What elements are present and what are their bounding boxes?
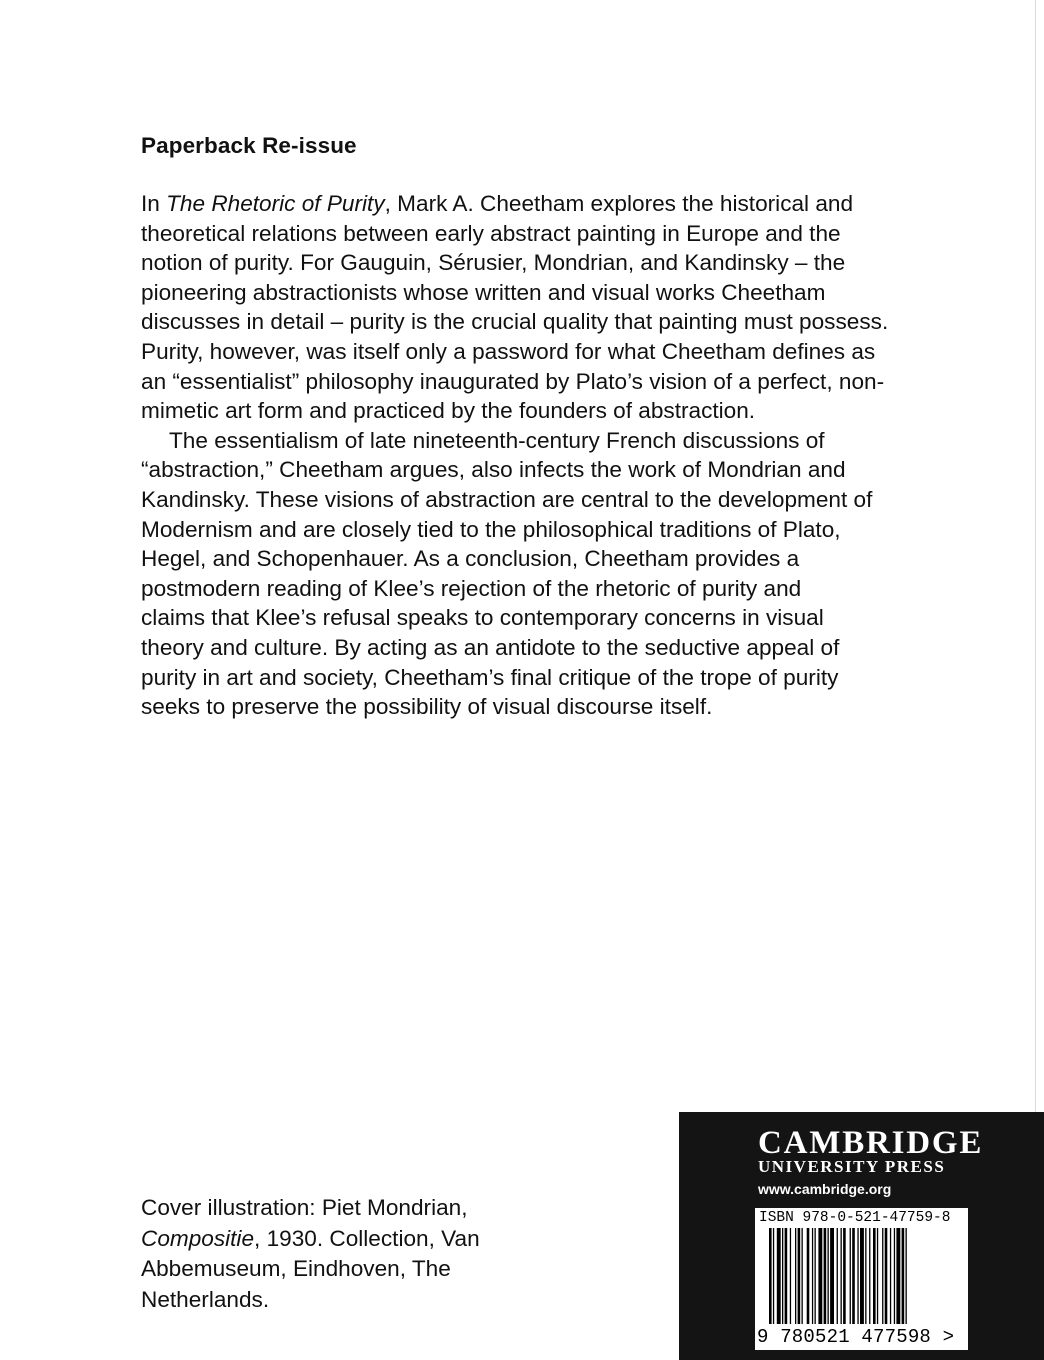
text-line: Kandinsky. These visions of abstraction are central to the development of xyxy=(141,486,873,512)
barcode-bar xyxy=(785,1228,788,1324)
text-line xyxy=(141,1224,480,1255)
barcode-bar xyxy=(902,1228,905,1324)
barcode-bar xyxy=(890,1228,891,1324)
barcode-bar xyxy=(841,1228,842,1324)
barcode-bar xyxy=(865,1228,866,1324)
barcode-digits: 9 780521 477598 > xyxy=(757,1326,955,1348)
barcode-bar xyxy=(850,1228,851,1324)
barcode-bar xyxy=(896,1228,900,1324)
barcode-bar xyxy=(815,1228,816,1324)
publisher-block xyxy=(679,1112,1044,1360)
description-paragraph-1 xyxy=(141,189,921,426)
barcode-bar xyxy=(777,1228,781,1324)
description-paragraph-2 xyxy=(141,426,921,722)
text-run: In xyxy=(141,191,167,216)
barcode-bar xyxy=(790,1228,791,1324)
barcode-panel xyxy=(755,1208,968,1350)
barcode-graphic xyxy=(755,1228,968,1328)
barcode-bar xyxy=(828,1228,829,1324)
text-line: mimetic art form and practiced by the founders of abstraction. xyxy=(141,398,756,424)
text-line: purity in art and society, Cheetham’s final critique of the trope of purity xyxy=(141,664,839,690)
text-line: Abbemuseum, Eindhoven, The xyxy=(141,1256,451,1281)
text-line xyxy=(141,189,921,219)
barcode-bar xyxy=(837,1228,838,1324)
barcode-bar xyxy=(852,1228,855,1324)
text-run: , 1930. Collection, Van xyxy=(254,1225,480,1251)
barcode-bar xyxy=(782,1228,783,1324)
barcode-bar xyxy=(869,1228,870,1324)
barcode-bar xyxy=(857,1228,858,1324)
text-line: theory and culture. By acting as an antidote to the seductive appeal of xyxy=(141,634,840,660)
text-line: Netherlands. xyxy=(141,1286,270,1312)
text-line: claims that Klee’s refusal speaks to contemporary concerns in visual xyxy=(141,605,824,631)
barcode-bar xyxy=(882,1228,883,1324)
barcode-bar xyxy=(818,1228,822,1324)
isbn-label: ISBN 978-0-521-47759-8 xyxy=(759,1210,951,1226)
barcode-bar xyxy=(873,1228,876,1324)
text-line: notion of purity. For Gauguin, Sérusier, Mondrian, and Kandinsky – the xyxy=(141,250,846,276)
text-line: The essentialism of late nineteenth-century French discussions of xyxy=(169,427,825,453)
text-line: postmodern reading of Klee’s rejection of the rhetoric of purity and xyxy=(141,575,802,601)
text-line: seeks to preserve the possibility of visual discourse itself. xyxy=(141,694,713,720)
barcode-bar xyxy=(824,1228,827,1324)
barcode-bar xyxy=(877,1228,878,1324)
cover-illustration-credit xyxy=(141,1193,480,1315)
book-title: The Rhetoric of Purity xyxy=(166,191,385,216)
book-description xyxy=(141,189,921,722)
text-line: “abstraction,” Cheetham argues, also infects the work of Mondrian and xyxy=(141,457,846,483)
barcode-bar xyxy=(906,1228,907,1324)
barcode-bar xyxy=(798,1228,801,1324)
text-line: Purity, however, was itself only a password for what Cheetham defines as xyxy=(141,338,876,364)
text-line: theoretical relations between early abstract painting in Europe and the xyxy=(141,220,841,246)
barcode-bar xyxy=(885,1228,888,1324)
barcode-bar xyxy=(769,1228,772,1324)
barcode-bar xyxy=(894,1228,895,1324)
publisher-logo-name: CAMBRIDGE xyxy=(758,1125,984,1161)
barcode-bar xyxy=(843,1228,846,1324)
barcode-bar xyxy=(795,1228,796,1324)
barcode-bar xyxy=(830,1228,834,1324)
text-run: , Mark A. Cheetham explores the historical and xyxy=(384,191,854,216)
text-line: Hegel, and Schopenhauer. As a conclusion, Cheetham provides a xyxy=(141,546,800,572)
publisher-logo-subtitle: UNIVERSITY PRESS xyxy=(758,1157,946,1176)
barcode-bar xyxy=(812,1228,813,1324)
publisher-website: www.cambridge.org xyxy=(758,1181,892,1197)
text-line: an “essentialist” philosophy inaugurated by Plato’s vision of a perfect, non- xyxy=(141,368,885,394)
text-line: discusses in detail – purity is the crucial quality that painting must possess. xyxy=(141,309,889,335)
artwork-title: Compositie xyxy=(141,1225,255,1251)
text-line: pioneering abstractionists whose written and visual works Cheetham xyxy=(141,279,826,305)
barcode-bar xyxy=(802,1228,803,1324)
text-line: Cover illustration: Piet Mondrian, xyxy=(141,1195,468,1220)
barcode-bar xyxy=(773,1228,774,1324)
barcode-bar xyxy=(860,1228,864,1324)
text-line: Modernism and are closely tied to the philosophical traditions of Plato, xyxy=(141,516,841,542)
barcode-bar xyxy=(807,1228,810,1324)
section-heading: Paperback Re-issue xyxy=(141,133,357,158)
